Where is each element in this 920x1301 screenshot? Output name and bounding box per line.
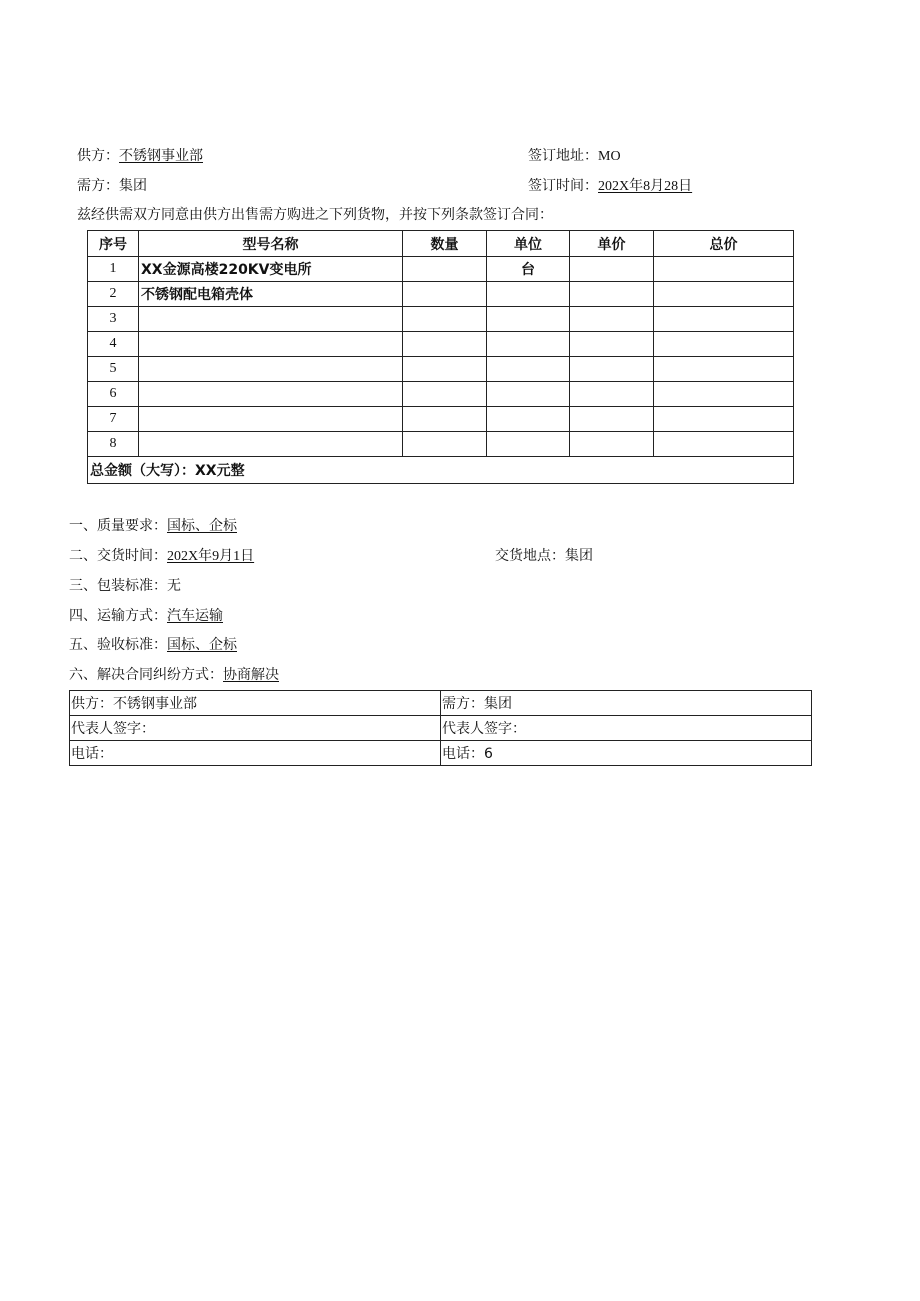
row-total [654, 257, 794, 282]
sign-place-value: MO [598, 149, 621, 164]
table-row [88, 282, 794, 307]
col-header-qty: 数量 [403, 231, 487, 257]
row-unit [487, 407, 570, 432]
row-qty [403, 357, 487, 382]
row-no: 8 [88, 432, 139, 457]
sign-rep-left: 代表人签字： [70, 716, 441, 741]
row-price [570, 257, 654, 282]
table-row [88, 432, 794, 457]
col-header-no: 序号 [88, 231, 139, 257]
term-dispute-label: 六、解决合同纠纷方式： [69, 667, 223, 683]
col-header-total: 总价 [654, 231, 794, 257]
term-delivery-place [495, 547, 593, 565]
table-row [88, 407, 794, 432]
row-name [139, 332, 403, 357]
row-name [139, 357, 403, 382]
row-price [570, 407, 654, 432]
row-price [570, 307, 654, 332]
buyer-label: 需方： [77, 178, 119, 194]
term-delivery-place-label: 交货地点： [495, 548, 565, 564]
row-unit [487, 357, 570, 382]
term-acceptance [69, 636, 237, 654]
term-transport-value: 汽车运输 [167, 608, 223, 624]
table-row [88, 357, 794, 382]
buyer-value: 集团 [119, 178, 147, 194]
term-packing-label: 三、包装标准： [69, 578, 167, 594]
col-header-price: 单价 [570, 231, 654, 257]
row-unit [487, 382, 570, 407]
row-no: 1 [88, 257, 139, 282]
row-no: 5 [88, 357, 139, 382]
buyer-line [77, 177, 147, 195]
row-total [654, 332, 794, 357]
row-unit: 台 [487, 257, 570, 282]
row-price [570, 382, 654, 407]
term-transport [69, 607, 223, 625]
row-no: 6 [88, 382, 139, 407]
row-price [570, 332, 654, 357]
table-row [88, 307, 794, 332]
row-name [139, 382, 403, 407]
term-quality-value: 国标、企标 [167, 518, 237, 534]
row-total [654, 432, 794, 457]
row-price [570, 432, 654, 457]
col-header-unit: 单位 [487, 231, 570, 257]
sign-phone-left: 电话： [70, 741, 441, 766]
row-no: 7 [88, 407, 139, 432]
term-transport-label: 四、运输方式： [69, 608, 167, 624]
row-name [139, 307, 403, 332]
sign-time-line [528, 177, 692, 196]
row-qty [403, 407, 487, 432]
row-price [570, 357, 654, 382]
total-row [88, 457, 794, 484]
table-row [88, 257, 794, 282]
row-unit [487, 432, 570, 457]
sign-buyer: 需方：集团 [441, 691, 812, 716]
term-dispute-value: 协商解决 [223, 667, 279, 683]
sign-place-label: 签订地址： [528, 148, 598, 164]
supplier-label: 供方： [77, 148, 119, 164]
total-amount-label: 总金额（大写）： [90, 463, 195, 479]
row-qty [403, 282, 487, 307]
total-amount-value: XX元整 [195, 463, 245, 479]
row-qty [403, 432, 487, 457]
sign-rep-right: 代表人签字： [441, 716, 812, 741]
row-no: 3 [88, 307, 139, 332]
sign-time-value: 202X年8月28日 [598, 179, 693, 194]
signature-table [69, 690, 812, 766]
row-no: 4 [88, 332, 139, 357]
term-dispute [69, 666, 279, 684]
table-row [88, 332, 794, 357]
col-header-name: 型号名称 [139, 231, 403, 257]
row-name: 不锈钢配电箱壳体 [139, 282, 403, 307]
signature-row [70, 691, 812, 716]
term-delivery-place-value: 集团 [565, 548, 593, 564]
intro-text: 兹经供需双方同意由供方出售需方购进之下列货物，并按下列条款签订合同： [77, 207, 553, 223]
term-acceptance-label: 五、验收标准： [69, 637, 167, 653]
sign-place-line [528, 147, 621, 166]
signature-row [70, 741, 812, 766]
row-unit [487, 282, 570, 307]
row-qty [403, 332, 487, 357]
term-quality [69, 517, 237, 535]
supplier-line [77, 147, 203, 165]
term-packing-value: 无 [167, 578, 181, 594]
sign-phone-right: 电话：6 [441, 741, 812, 766]
signature-row [70, 716, 812, 741]
row-name [139, 432, 403, 457]
term-quality-label: 一、质量要求： [69, 518, 167, 534]
total-amount-cell [88, 457, 794, 484]
row-price [570, 282, 654, 307]
goods-header-row [88, 231, 794, 257]
row-qty [403, 307, 487, 332]
row-total [654, 407, 794, 432]
row-total [654, 357, 794, 382]
row-total [654, 382, 794, 407]
row-total [654, 282, 794, 307]
term-delivery-time-value: 202X年9月1日 [167, 549, 255, 564]
row-total [654, 307, 794, 332]
row-unit [487, 332, 570, 357]
term-acceptance-value: 国标、企标 [167, 637, 237, 653]
sign-time-label: 签订时间： [528, 178, 598, 194]
row-unit [487, 307, 570, 332]
row-name [139, 407, 403, 432]
goods-table [87, 230, 794, 484]
row-no: 2 [88, 282, 139, 307]
supplier-value: 不锈钢事业部 [119, 148, 203, 164]
term-delivery-time [69, 547, 254, 566]
row-qty [403, 382, 487, 407]
row-qty [403, 257, 487, 282]
sign-supplier: 供方：不锈钢事业部 [70, 691, 441, 716]
term-delivery-time-label: 二、交货时间： [69, 548, 167, 564]
term-packing [69, 577, 181, 595]
table-row [88, 382, 794, 407]
row-name: XX金源高楼220KV变电所 [139, 257, 403, 282]
